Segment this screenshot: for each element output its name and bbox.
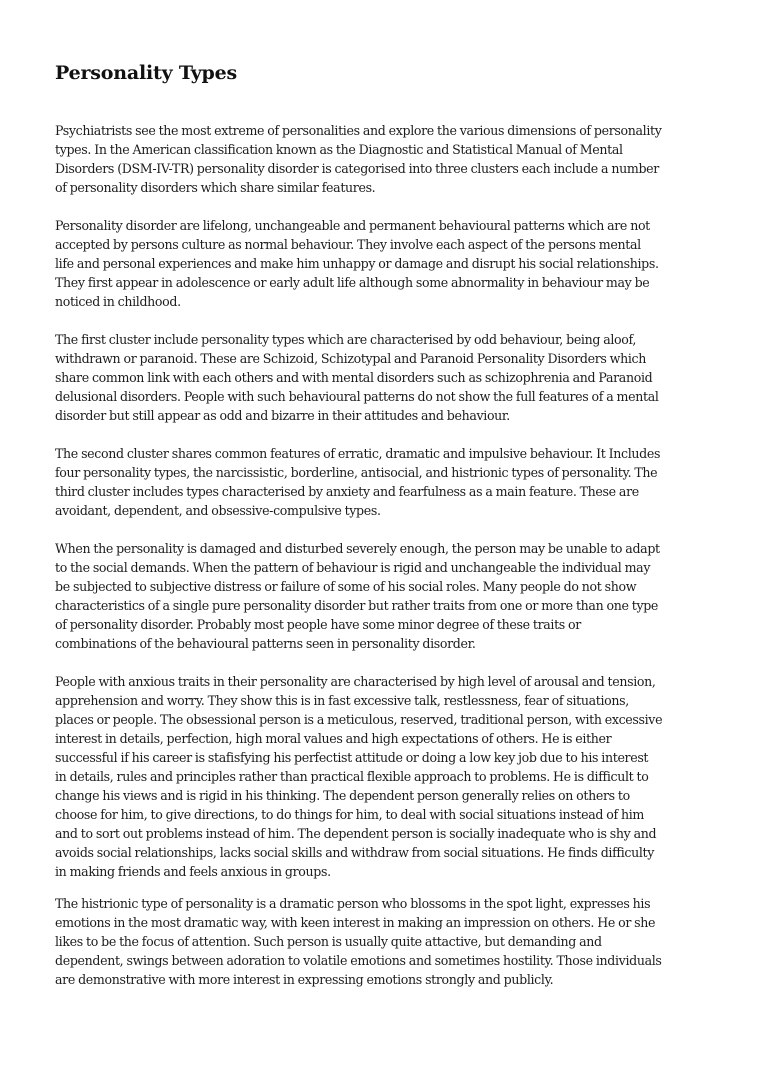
paragraph-histrionic <box>55 894 662 989</box>
text-line: places or people. The obsessional person is a meticulous, reserved, traditional person, with excessive <box>55 712 663 727</box>
text-line: in details, rules and principles rather than practical flexible approach to problems. He is difficult to <box>55 769 649 784</box>
text-line: Psychiatrists see the most extreme of personalities and explore the various dimensions of personality <box>55 123 662 138</box>
text-line: of personality disorder. Probably most people have some minor degree of these traits or <box>55 617 581 632</box>
text-line: life and personal experiences and make him unhappy or damage and disrupt his social relationships. <box>55 256 659 271</box>
text-line: likes to be the focus of attention. Such person is usually quite attactive, but demanding and <box>55 934 602 949</box>
text-line: share common link with each others and with mental disorders such as schizophrenia and Paranoid <box>55 370 653 385</box>
text-line: emotions in the most dramatic way, with keen interest in making an impression on others. He or she <box>55 915 656 930</box>
text-line: avoids social relationships, lacks social skills and withdraw from social situations. He finds difficulty <box>55 845 655 860</box>
paragraph-second-third-cluster <box>55 444 660 520</box>
text-line: change his views and is rigid in his thinking. The dependent person generally relies on others to <box>55 788 630 803</box>
text-line: in making friends and feels anxious in groups. <box>55 864 331 879</box>
text-line: noticed in childhood. <box>55 294 181 309</box>
text-line: They first appear in adolescence or early adult life although some abnormality in behaviour may be <box>55 275 650 290</box>
text-line: four personality types, the narcissistic, borderline, antisocial, and histrionic types of personality. The <box>55 465 658 480</box>
text-line: avoidant, dependent, and obsessive-compulsive types. <box>55 503 381 518</box>
text-line: and to sort out problems instead of him. The dependent person is socially inadequate who is shy and <box>55 826 657 841</box>
text-line: interest in details, perfection, high moral values and high expectations of others. He is either <box>55 731 612 746</box>
text-line: of personality disorders which share similar features. <box>55 180 376 195</box>
text-line: types. In the American classification known as the Diagnostic and Statistical Manual of Mental <box>55 142 623 157</box>
text-line: The first cluster include personality types which are characterised by odd behaviour, being aloof, <box>55 332 637 347</box>
paragraph-intro <box>55 121 661 197</box>
text-line: apprehension and worry. They show this is in fast excessive talk, restlessness, fear of situations, <box>55 693 629 708</box>
text-line: When the personality is damaged and disturbed severely enough, the person may be unable to adapt <box>55 541 660 556</box>
text-line: disorder but still appear as odd and bizarre in their attitudes and behaviour. <box>55 408 510 423</box>
text-line: successful if his career is stafisfying his perfectist attitude or doing a low key job due to his interest <box>55 750 649 765</box>
paragraph-damaged-personality <box>55 539 660 653</box>
text-line: Disorders (DSM-IV-TR) personality disorder is categorised into three clusters each include a number <box>55 161 659 176</box>
text-line: characteristics of a single pure personality disorder but rather traits from one or more than one type <box>55 598 659 613</box>
text-line: delusional disorders. People with such behavioural patterns do not show the full features of a mental <box>55 389 659 404</box>
paragraph-first-cluster <box>55 330 659 425</box>
text-line: to the social demands. When the pattern of behaviour is rigid and unchangeable the individual may <box>55 560 651 575</box>
paragraph-definition <box>55 216 659 311</box>
text-line: combinations of the behavioural patterns seen in personality disorder. <box>55 636 476 651</box>
text-line: accepted by persons culture as normal behaviour. They involve each aspect of the persons mental <box>55 237 641 252</box>
text-line: dependent, swings between adoration to volatile emotions and sometimes hostility. Those individuals <box>55 953 662 968</box>
paragraph-anxious-traits <box>55 672 662 881</box>
text-line: choose for him, to give directions, to do things for him, to deal with social situations instead of him <box>55 807 644 822</box>
text-line: Personality disorder are lifelong, unchangeable and permanent behavioural patterns which are not <box>55 218 650 233</box>
text-line: third cluster includes types characterised by anxiety and fearfulness as a main feature. These are <box>55 484 639 499</box>
text-line: are demonstrative with more interest in expressing emotions strongly and publicly. <box>55 972 554 987</box>
text-line: The histrionic type of personality is a dramatic person who blossoms in the spot light, expresses his <box>55 896 651 911</box>
text-line: be subjected to subjective distress or failure of some of his social roles. Many people do not show <box>55 579 637 594</box>
text-line: withdrawn or paranoid. These are Schizoid, Schizotypal and Paranoid Personality Disorders which <box>55 351 646 366</box>
text-line: People with anxious traits in their personality are characterised by high level of arousal and tension, <box>55 674 656 689</box>
page-title: Personality Types <box>55 62 237 84</box>
text-line: The second cluster shares common features of erratic, dramatic and impulsive behaviour. It Includes <box>55 446 661 461</box>
